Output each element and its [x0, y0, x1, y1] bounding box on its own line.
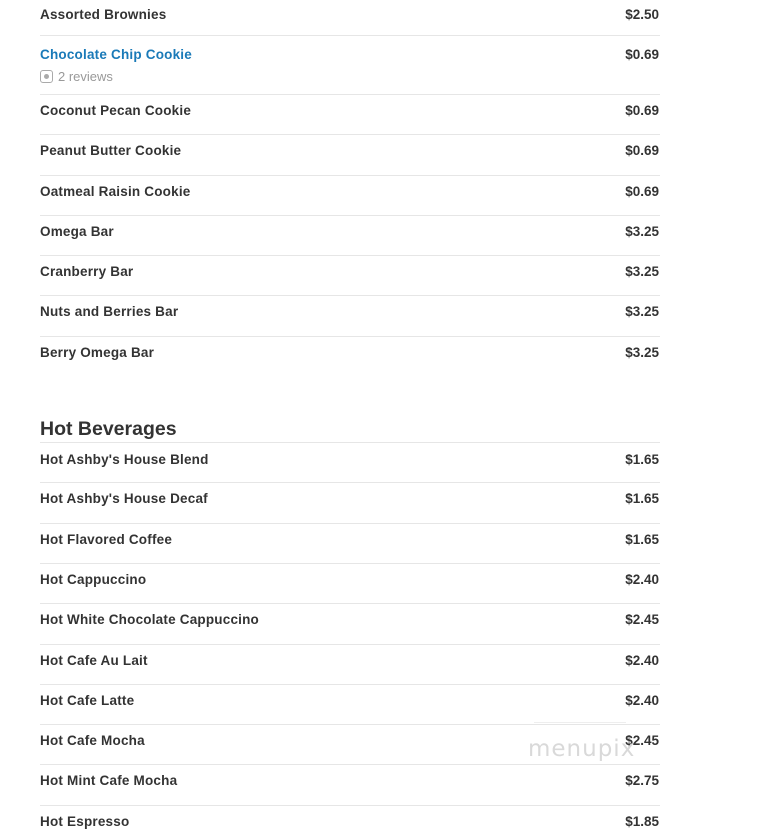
item-price: $1.65 — [625, 491, 659, 507]
watermark-line — [534, 722, 626, 723]
item-name: Hot Mint Cafe Mocha — [40, 773, 178, 789]
item-price: $2.45 — [625, 612, 659, 628]
menu-item — [40, 443, 660, 483]
item-price: $0.69 — [625, 143, 659, 159]
item-name: Hot Espresso — [40, 813, 130, 829]
menu-item — [40, 36, 660, 95]
item-price: $2.75 — [625, 773, 659, 789]
item-price: $0.69 — [625, 103, 659, 118]
item-price: $1.85 — [625, 813, 659, 829]
item-name: Hot Ashby's House Blend — [40, 452, 209, 468]
item-name: Coconut Pecan Cookie — [40, 103, 192, 118]
section-heading: Hot Beverages — [40, 377, 660, 443]
item-name: Oatmeal Raisin Cookie — [40, 183, 191, 199]
item-price: $2.50 — [625, 7, 659, 22]
menu-item — [40, 685, 660, 725]
item-price: $2.40 — [625, 692, 659, 708]
menu-item — [40, 95, 660, 135]
item-price: $2.40 — [625, 571, 659, 587]
item-name: Hot Cafe Mocha — [40, 733, 145, 749]
item-name-link[interactable]: Chocolate Chip Cookie — [40, 47, 192, 62]
menu-item — [40, 256, 660, 296]
menu-item — [40, 296, 660, 336]
menu-item — [40, 337, 660, 377]
reviews-link[interactable] — [40, 69, 192, 84]
menu-item — [40, 0, 660, 36]
item-price: $0.69 — [625, 183, 659, 199]
menu-item — [40, 483, 660, 523]
item-name: Nuts and Berries Bar — [40, 304, 179, 320]
item-price: $2.40 — [625, 652, 659, 668]
item-name: Berry Omega Bar — [40, 344, 155, 360]
menu-item — [40, 524, 660, 564]
item-price: $3.25 — [625, 223, 659, 239]
item-name: Hot Flavored Coffee — [40, 531, 173, 547]
menu-item — [40, 135, 660, 175]
item-name: Hot Cappuccino — [40, 571, 147, 587]
item-price: $3.25 — [625, 264, 659, 280]
item-name: Hot Ashby's House Decaf — [40, 491, 208, 507]
menu-item — [40, 645, 660, 685]
item-name: Cranberry Bar — [40, 264, 134, 280]
item-price: $3.25 — [625, 304, 659, 320]
menu-item — [40, 176, 660, 216]
item-name: Hot Cafe Latte — [40, 692, 135, 708]
item-price: $0.69 — [625, 47, 659, 62]
reviews-count: 2 reviews — [58, 69, 113, 84]
item-price: $3.25 — [625, 344, 659, 360]
menu-list — [40, 0, 660, 833]
menu-item — [40, 806, 660, 833]
menu-item — [40, 216, 660, 256]
menu-item — [40, 564, 660, 604]
item-name: Assorted Brownies — [40, 7, 167, 22]
watermark-logo: menupix — [528, 736, 636, 762]
menu-item — [40, 765, 660, 805]
menu-item — [40, 604, 660, 644]
item-name: Hot White Chocolate Cappuccino — [40, 612, 260, 628]
item-name: Omega Bar — [40, 223, 114, 239]
item-name: Hot Cafe Au Lait — [40, 652, 148, 668]
item-price: $1.65 — [625, 531, 659, 547]
item-price: $2.45 — [625, 733, 659, 749]
item-price: $1.65 — [625, 452, 659, 468]
item-name: Peanut Butter Cookie — [40, 143, 182, 159]
review-icon — [40, 70, 53, 83]
